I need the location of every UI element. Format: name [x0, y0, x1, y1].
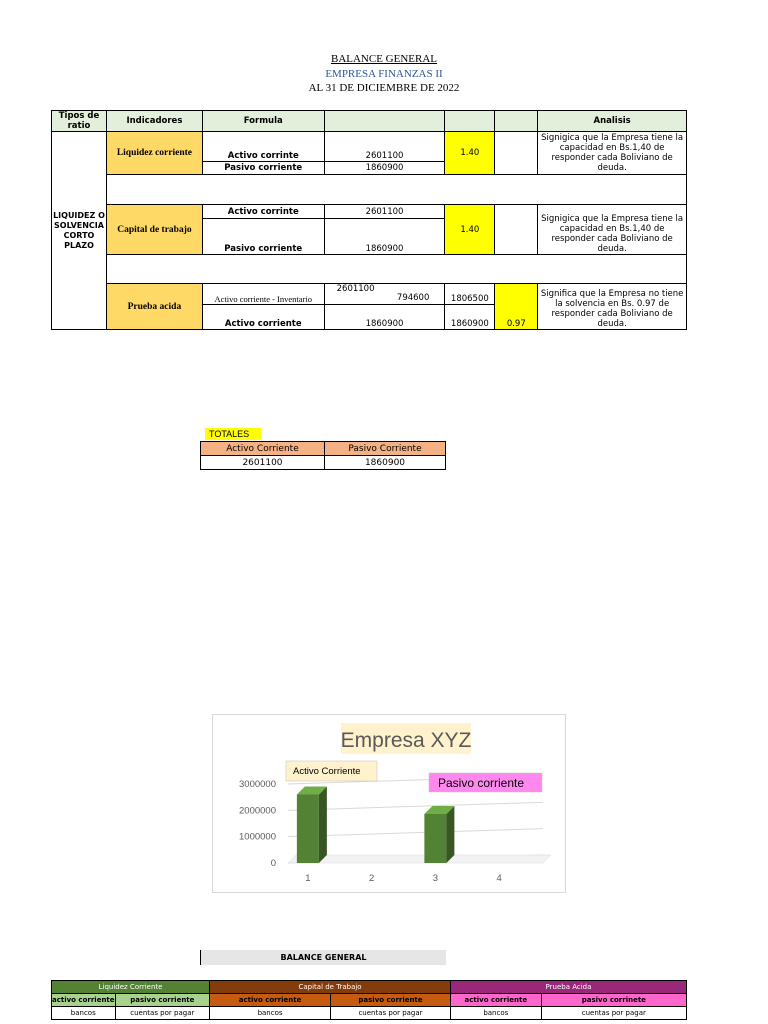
indicator-liquidez: Liquidez corriente — [106, 132, 202, 175]
chart-title: Empresa XYZ — [340, 729, 472, 752]
ratios-table — [51, 110, 687, 330]
group-liquidez: Liquidez Corriente — [52, 981, 210, 994]
y-tick-label: 3000000 — [239, 779, 276, 790]
liquidez-row1-label: Activo corrinte — [202, 132, 324, 162]
capital-row1-value: 2601100 — [324, 205, 445, 219]
prueba-row1-value-a: 2601100 — [336, 284, 375, 294]
y-tick-label: 1000000 — [239, 831, 276, 843]
capital-blank — [495, 205, 538, 255]
spacer-row — [106, 175, 686, 205]
indicator-capital: Capital de trabajo — [106, 205, 202, 255]
annotation-pasivo: Pasivo corriente — [438, 776, 525, 790]
prueba-analysis: Significa que la Empresa no tiene la solvencia en Bs. 0.97 de responder cada Boliviano de deuda. — [538, 284, 687, 330]
bottom-title: BALANCE GENERAL — [200, 950, 446, 965]
y-tick-label: 2000000 — [239, 805, 276, 817]
bar — [424, 814, 446, 863]
sub-pasivo-capital: pasivo corriente — [331, 994, 451, 1007]
prueba-row2-diff: 1860900 — [445, 305, 495, 330]
totals-header-activo: Activo Corriente — [201, 442, 325, 456]
prueba-row1-values — [324, 284, 445, 305]
cell-liquidez-pasivo: cuentas por pagar — [115, 1007, 210, 1020]
totals-value-activo: 2601100 — [201, 456, 325, 470]
prueba-row2-value: 1860900 — [324, 305, 445, 330]
prueba-result: 0.97 — [495, 284, 538, 330]
document-title: BALANCE GENERAL — [330, 53, 438, 65]
capital-row1-label: Activo corrinte — [202, 205, 324, 219]
col-blank-3 — [495, 111, 538, 132]
x-tick-label: 3 — [432, 873, 439, 884]
report-date: AL 31 DE DICIEMBRE DE 2022 — [308, 82, 460, 94]
col-blank-1 — [324, 111, 445, 132]
totals-table — [200, 441, 446, 470]
cell-prueba-activo: bancos — [450, 1007, 541, 1020]
capital-analysis: Signigica que la Empresa tiene la capacidad en Bs.1,40 de responder cada Boliviano de deuda. — [538, 205, 687, 255]
liquidez-analysis: Signigica que la Empresa tiene la capacidad en Bs.1,40 de responder cada Boliviano de deuda. — [538, 132, 687, 175]
col-indicadores: Indicadores — [106, 111, 202, 132]
col-blank-2 — [445, 111, 495, 132]
sub-activo-capital: activo corriente — [210, 994, 331, 1007]
col-formula: Formula — [202, 111, 324, 132]
prueba-row1-diff: 1806500 — [445, 284, 495, 305]
capital-row2-value: 1860900 — [324, 219, 445, 255]
bar-chart — [213, 715, 565, 892]
totals-label: TOTALES — [205, 428, 261, 440]
bar-side — [319, 787, 327, 863]
bar — [297, 795, 319, 863]
chart-container — [212, 714, 566, 893]
group-prueba: Prueba Acida — [450, 981, 686, 994]
capital-result: 1.40 — [445, 205, 495, 255]
group-capital: Capital de Trabajo — [210, 981, 451, 994]
cell-capital-pasivo: cuentas por pagar — [331, 1007, 451, 1020]
liquidez-blank — [495, 132, 538, 175]
sub-activo-liquidez: activo corriente — [52, 994, 116, 1007]
col-analisis: Analisis — [538, 111, 687, 132]
indicator-prueba: Prueba acida — [106, 284, 202, 330]
x-tick-label: 1 — [305, 873, 311, 884]
sub-pasivo-prueba: pasivo corrinete — [541, 994, 686, 1007]
liquidez-row2-label: Pasivo corriente — [202, 162, 324, 175]
sub-activo-prueba: activo corriente — [450, 994, 541, 1007]
bar-side — [446, 806, 454, 863]
cell-capital-activo: bancos — [210, 1007, 331, 1020]
x-tick-label: 2 — [368, 873, 375, 884]
liquidez-row1-value: 2601100 — [324, 132, 445, 162]
col-tipos: Tipos de ratio — [52, 111, 107, 132]
x-tick-label: 4 — [496, 873, 502, 884]
totals-header-pasivo: Pasivo Corriente — [325, 442, 446, 456]
y-tick-label: 0 — [270, 858, 276, 869]
annotation-activo: Activo Corriente — [293, 766, 361, 777]
company-name: EMPRESA FINANZAS II — [325, 68, 443, 80]
liquidez-row2-value: 1860900 — [324, 162, 445, 175]
capital-row2-label: Pasivo corriente — [202, 219, 324, 255]
cell-prueba-pasivo: cuentas por pagar — [541, 1007, 686, 1020]
totals-value-pasivo: 1860900 — [325, 456, 446, 470]
cell-liquidez-activo: bancos — [52, 1007, 116, 1020]
ratio-category: LIQUIDEZ O SOLVENCIA CORTO PLAZO — [52, 132, 107, 330]
prueba-row1-value-b: 794600 — [396, 293, 430, 303]
bottom-table — [51, 980, 687, 1020]
sub-pasivo-liquidez: pasivo corriente — [115, 994, 210, 1007]
prueba-row2-label: Activo corriente — [202, 305, 324, 330]
liquidez-result: 1.40 — [445, 132, 495, 175]
spacer-row — [106, 255, 686, 284]
chart-floor — [288, 855, 551, 863]
prueba-row1-label: Activo corriente - Inventario — [202, 284, 324, 305]
